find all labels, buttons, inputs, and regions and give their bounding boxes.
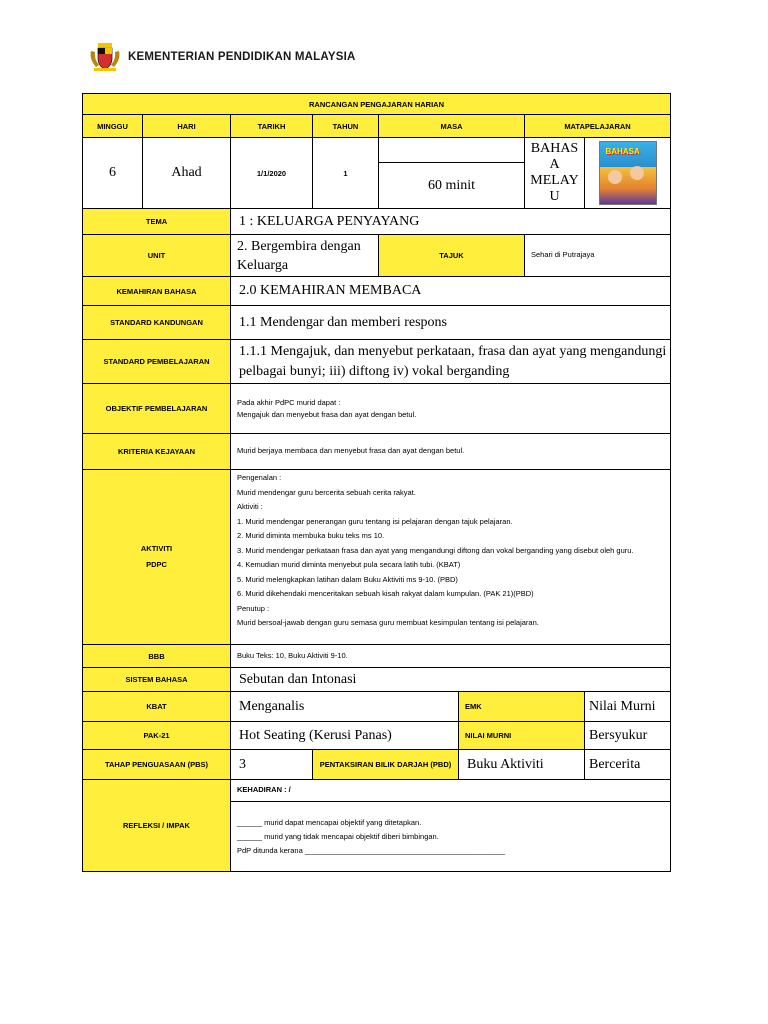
aktiviti-line: 2. Murid diminta membuka buku teks ms 10. — [237, 531, 385, 540]
refleksi-line: PdP ditunda kerana ________________________________________________ — [237, 845, 506, 855]
col-tarikh: TARIKH — [231, 115, 313, 138]
child-illustration-icon — [608, 170, 622, 184]
plan-title: RANCANGAN PENGAJARAN HARIAN — [83, 94, 671, 115]
ministry-title: KEMENTERIAN PENDIDIKAN MALAYSIA — [128, 51, 356, 63]
value-standard-pembelajaran: 1.1.1 Mengajuk, dan menyebut perkataan, frasa dan ayat yang mengandungi pelbagai bunyi; iii) diftong iv) vokal berganding — [231, 340, 671, 384]
label-pbs: TAHAP PENGUASAAN (PBS) — [83, 750, 231, 780]
label-aktiviti — [83, 470, 231, 645]
value-tajuk: Sehari di Putrajaya — [525, 235, 671, 277]
value-sistem-bahasa: Sebutan dan Intonasi — [231, 668, 671, 692]
value-hari: Ahad — [143, 138, 231, 209]
value-masa: 60 minit — [379, 163, 525, 209]
value-kehadiran: KEHADIRAN : / — [231, 780, 671, 802]
aktiviti-line: Pengenalan : — [237, 473, 282, 482]
aktiviti-line: Murid mendengar guru bercerita sebuah cerita rakyat. — [237, 487, 416, 497]
col-hari: HARI — [143, 115, 231, 138]
page-header — [88, 40, 356, 74]
value-standard-kandungan: 1.1 Mendengar dan memberi respons — [231, 306, 671, 340]
value-unit: 2. Bergembira dengan Keluarga — [231, 235, 379, 277]
book-cover-logo: BAHASA — [605, 147, 640, 156]
label-pbd: PENTAKSIRAN BILIK DARJAH (PBD) — [313, 750, 459, 780]
value-tahun: 1 — [313, 138, 379, 209]
label-pak21: PAK-21 — [83, 722, 231, 750]
child-illustration-icon — [630, 166, 644, 180]
value-aktiviti — [231, 470, 671, 645]
refleksi-line: ______ murid dapat mencapai objektif yang ditetapkan. — [237, 817, 422, 827]
objektif-line: Pada akhir PdPC murid dapat : — [237, 397, 341, 407]
label-kemahiran-bahasa: KEMAHIRAN BAHASA — [83, 277, 231, 306]
col-masa: MASA — [379, 115, 525, 138]
value-pbd-buku: Buku Aktiviti — [459, 750, 585, 780]
label-tajuk: TAJUK — [379, 235, 525, 277]
value-refleksi — [231, 802, 671, 872]
book-cover-cell — [585, 138, 671, 209]
label-bbb: BBB — [83, 645, 231, 668]
value-objektif — [231, 384, 671, 434]
label-standard-kandungan: STANDARD KANDUNGAN — [83, 306, 231, 340]
aktiviti-line: 6. Murid dikehendaki menceritakan sebuah kisah rakyat dalam kumpulan. (PAK 21)(PBD) — [237, 589, 534, 598]
label-unit: UNIT — [83, 235, 231, 277]
aktiviti-line: Aktiviti : — [237, 502, 263, 511]
value-minggu: 6 — [83, 138, 143, 209]
value-nilai-murni: Bersyukur — [585, 722, 671, 750]
lesson-plan-table — [82, 93, 671, 872]
ministry-crest-icon — [88, 41, 122, 73]
value-tema: 1 : KELUARGA PENYAYANG — [231, 209, 671, 235]
label-kbat: KBAT — [83, 692, 231, 722]
col-minggu: MINGGU — [83, 115, 143, 138]
label-tema: TEMA — [83, 209, 231, 235]
label-standard-pembelajaran: STANDARD PEMBELAJARAN — [83, 340, 231, 384]
label-objektif: OBJEKTIF PEMBELAJARAN — [83, 384, 231, 434]
label-emk: EMK — [459, 692, 585, 722]
label-nilai-murni: NILAI MURNI — [459, 722, 585, 750]
aktiviti-line: 5. Murid melengkapkan latihan dalam Buku Aktiviti ms 9-10. (PBD) — [237, 574, 458, 584]
value-kemahiran-bahasa: 2.0 KEMAHIRAN MEMBACA — [231, 277, 671, 306]
aktiviti-line: Murid bersoal-jawab dengan guru semasa guru membuat kesimpulan tentang isi pelajaran. — [237, 618, 539, 627]
value-matapelajaran: BAHAS A MELAY U — [525, 138, 585, 209]
refleksi-line: ______ murid yang tidak mencapai objektif diberi bimbingan. — [237, 831, 439, 841]
value-pak21: Hot Seating (Kerusi Panas) — [231, 722, 459, 750]
value-pbd-bercerita: Bercerita — [585, 750, 671, 780]
value-pbs: 3 — [231, 750, 313, 780]
label-aktiviti-line: AKTIVITI — [140, 544, 173, 553]
value-emk: Nilai Murni — [585, 692, 671, 722]
label-sistem-bahasa: SISTEM BAHASA — [83, 668, 231, 692]
book-cover-image — [599, 141, 657, 205]
value-kbat: Menganalis — [231, 692, 459, 722]
aktiviti-line: 4. Kemudian murid diminta menyebut pula secara latih tubi. (KBAT) — [237, 560, 461, 569]
col-tahun: TAHUN — [313, 115, 379, 138]
value-bbb: Buku Teks: 10, Buku Aktiviti 9-10. — [231, 645, 671, 668]
objektif-line: Mengajuk dan menyebut frasa dan ayat dengan betul. — [237, 409, 417, 419]
value-kriteria: Murid berjaya membaca dan menyebut frasa dan ayat dengan betul. — [231, 434, 671, 470]
masa-blank — [379, 138, 525, 163]
label-refleksi: REFLEKSI / IMPAK — [83, 780, 231, 872]
label-pdpc-line: PDPC — [146, 560, 167, 569]
col-matapelajaran: MATAPELAJARAN — [525, 115, 671, 138]
aktiviti-line: 3. Murid mendengar perkataan frasa dan ayat yang mengandungi diftong dan vokal berganding yang disebut oleh guru. — [237, 545, 634, 555]
aktiviti-line: Penutup : — [237, 603, 270, 613]
value-tarikh: 1/1/2020 — [231, 138, 313, 209]
label-kriteria: KRITERIA KEJAYAAN — [83, 434, 231, 470]
aktiviti-line: 1. Murid mendengar penerangan guru tentang isi pelajaran dengan tajuk pelajaran. — [237, 516, 513, 526]
